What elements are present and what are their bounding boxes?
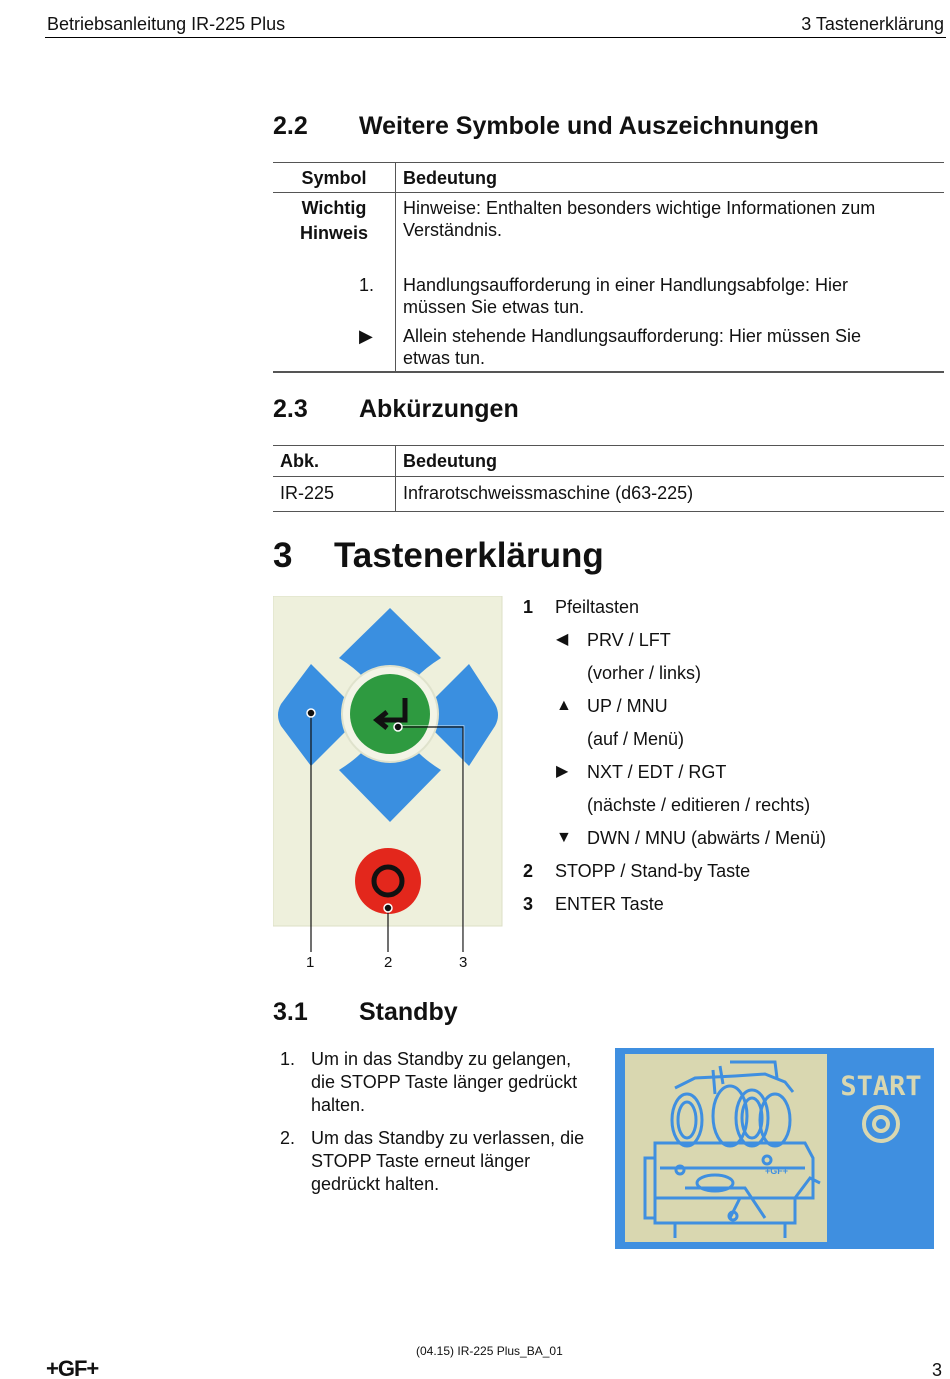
callout-number-2: 2: [384, 954, 393, 971]
callout-number-3: 3: [459, 954, 468, 971]
section-number: 2.3: [273, 395, 308, 423]
screen-gf-logo: +GF+: [765, 1166, 789, 1176]
up-triangle-icon: ▲: [556, 697, 572, 714]
meaning-text: Verständnis.: [403, 220, 503, 240]
key-number: 2: [523, 861, 534, 881]
callout-dot-1: [307, 709, 315, 717]
keypad-photo: [273, 596, 503, 952]
key-number: 1: [523, 597, 534, 617]
callout-dot-3: [394, 723, 402, 731]
gf-logo: +GF+: [46, 1356, 99, 1379]
section-number: 2.2: [273, 112, 308, 140]
key-description: (vorher / links): [587, 663, 702, 683]
chapter-title: Tastenerklärung: [334, 536, 604, 575]
section-heading-3-1: [273, 998, 458, 1027]
meaning-text: Hinweise: Enthalten besonders wichtige Informationen zum: [403, 198, 876, 218]
section-title: Weitere Symbole und Auszeichnungen: [359, 112, 819, 140]
page-number: 3: [931, 1360, 942, 1379]
key-label: NXT / EDT / RGT: [587, 762, 727, 782]
chapter-heading-3: [273, 536, 604, 576]
step-number: 1.: [280, 1049, 296, 1069]
column-header-meaning: Bedeutung: [403, 168, 497, 188]
step-text: halten.: [311, 1095, 366, 1115]
callout-number-1: 1: [306, 954, 315, 971]
standby-screen-image: [615, 1048, 934, 1249]
table-rule: [273, 192, 944, 193]
down-triangle-icon: ▼: [556, 829, 572, 846]
key-label: DWN / MNU (abwärts / Menü): [587, 828, 827, 848]
section-heading-2-3: [273, 395, 519, 424]
column-header-meaning: Bedeutung: [403, 451, 497, 471]
screen-start-label: START: [840, 1071, 922, 1102]
abbreviations-table: [273, 445, 944, 512]
right-triangle-icon: ▶: [556, 763, 569, 780]
footer-document-id: (04.15) IR-225 Plus_BA_01: [416, 1344, 563, 1358]
section-number: 3.1: [273, 998, 308, 1026]
table-divider: [395, 162, 396, 372]
step-text: gedrückt halten.: [311, 1174, 440, 1194]
table-rule: [273, 371, 944, 373]
chapter-number: 3: [273, 536, 293, 575]
symbol-arrow-icon: ▶: [359, 326, 373, 346]
key-description: (nächste / editieren / rechts): [587, 795, 811, 815]
meaning-text: Handlungsaufforderung in einer Handlungsabfolge: Hier: [403, 275, 848, 295]
table-rule: [273, 445, 944, 446]
section-title: Standby: [359, 998, 458, 1026]
section-heading-2-2: [273, 112, 819, 141]
key-description: (auf / Menü): [587, 729, 685, 749]
callout-dot-2: [384, 904, 392, 912]
left-triangle-icon: ◀: [556, 631, 569, 648]
symbols-table: [273, 162, 944, 373]
key-number: 3: [523, 894, 534, 914]
step-text: die STOPP Taste länger gedrückt: [311, 1072, 578, 1092]
enter-key[interactable]: [350, 674, 430, 754]
step-text: Um das Standby zu verlassen, die: [311, 1128, 585, 1148]
meaning-text: Allein stehende Handlungsaufforderung: Hier müssen Sie: [403, 326, 861, 346]
key-label: Pfeiltasten: [555, 597, 640, 617]
header-chapter: 3 Tastenerklärung: [801, 14, 944, 34]
list-item: [280, 1127, 610, 1196]
section-title: Abkürzungen: [359, 395, 519, 423]
key-label: STOPP / Stand-by Taste: [555, 861, 751, 881]
key-label: ENTER Taste: [555, 894, 664, 914]
table-rule: [273, 511, 944, 512]
symbol-important: Wichtig: [301, 198, 367, 218]
meaning-text: etwas tun.: [403, 348, 486, 368]
table-rule: [273, 162, 944, 163]
table-divider: [395, 445, 396, 511]
standby-steps: [280, 1048, 610, 1206]
table-rule: [273, 476, 944, 477]
step-text: STOPP Taste erneut länger: [311, 1151, 531, 1171]
key-label: UP / MNU: [587, 696, 668, 716]
column-header-abbr: Abk.: [280, 451, 320, 471]
step-text: Um in das Standby zu gelangen,: [311, 1049, 572, 1069]
list-item: [280, 1048, 610, 1117]
header-title: Betriebsanleitung IR-225 Plus: [47, 14, 286, 34]
abbr-cell: IR-225: [280, 483, 335, 503]
symbol-note: Hinweis: [299, 223, 369, 243]
step-number: 2.: [280, 1128, 296, 1148]
meaning-text: müssen Sie etwas tun.: [403, 297, 585, 317]
key-label: PRV / LFT: [587, 630, 671, 650]
meaning-cell: Infrarotschweissmaschine (d63-225): [403, 483, 694, 503]
header-rule: [45, 37, 946, 38]
symbol-step-number: 1.: [359, 275, 375, 295]
column-header-symbol: Symbol: [301, 168, 367, 188]
